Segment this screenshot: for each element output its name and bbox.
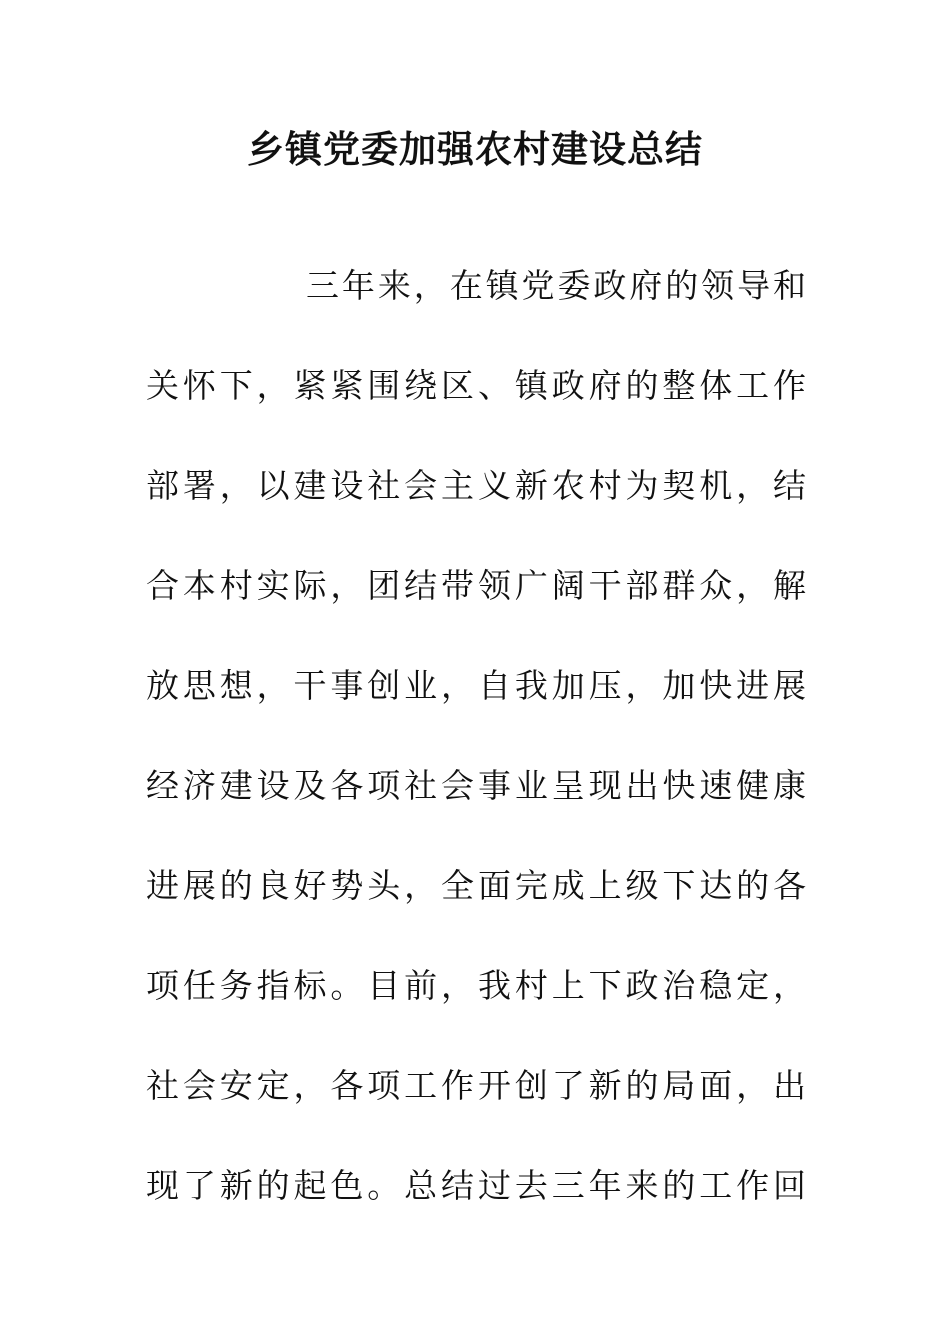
body-line: 三年来，在镇党委政府的领导和	[306, 266, 806, 305]
body-line: 放思想，干事创业，自我加压，加快进展	[146, 666, 806, 705]
body-line: 项任务指标。目前，我村上下政治稳定，	[146, 966, 806, 1005]
body-line: 经济建设及各项社会事业呈现出快速健康	[146, 766, 806, 805]
body-line: 进展的良好势头，全面完成上级下达的各	[146, 866, 806, 905]
body-line: 社会安定，各项工作开创了新的局面，出	[146, 1066, 806, 1105]
body-line: 部署，以建设社会主义新农村为契机，结	[146, 466, 806, 505]
body-line: 合本村实际，团结带领广阔干部群众，解	[146, 566, 806, 605]
body-line: 关怀下，紧紧围绕区、镇政府的整体工作	[146, 366, 806, 405]
body-line: 现了新的起色。总结过去三年来的工作回	[146, 1166, 806, 1205]
document-title: 乡镇党委加强农村建设总结	[247, 128, 703, 171]
